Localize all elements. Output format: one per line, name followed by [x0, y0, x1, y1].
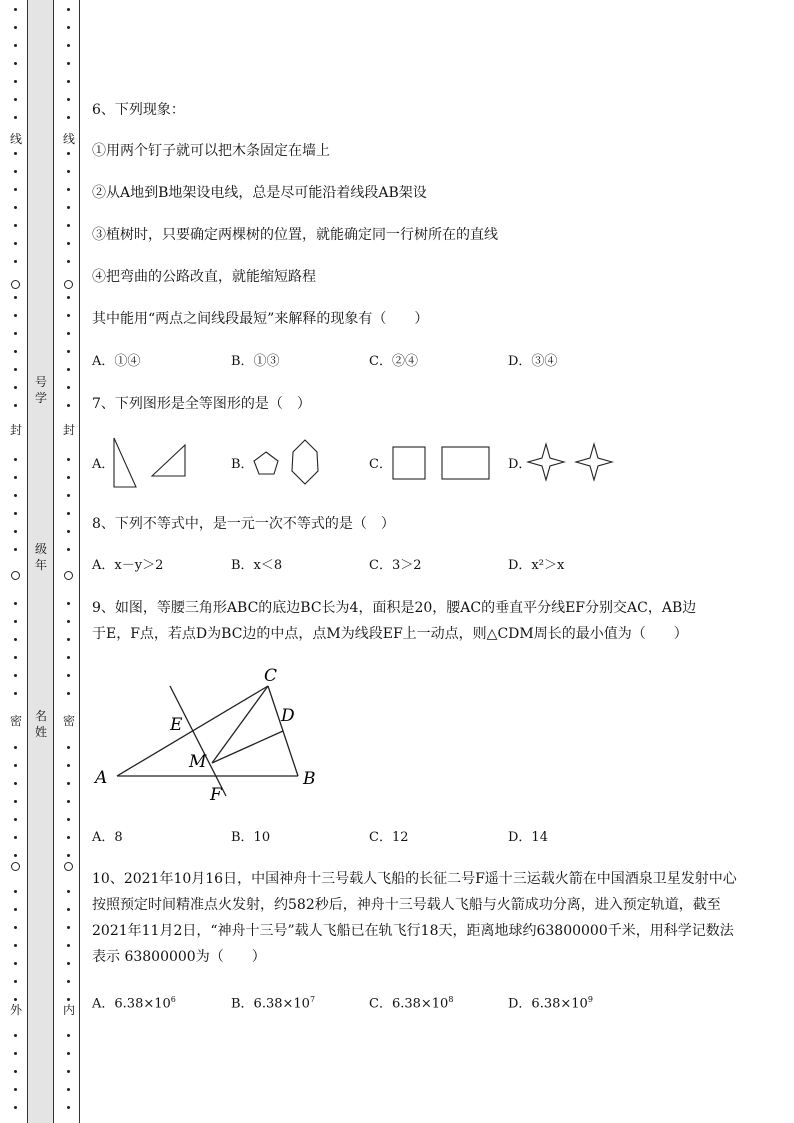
q8-option-d[interactable]: D．x²＞x [508, 558, 565, 573]
inner-dotted-line [63, 0, 75, 1123]
dot [14, 836, 17, 839]
dot [67, 458, 70, 461]
dot [67, 548, 70, 551]
dot [67, 1034, 70, 1037]
binding-mark: 封 [62, 423, 75, 437]
dot [67, 44, 70, 47]
q8-title: 8、下列不等式中，是一元一次不等式的是（ ） [92, 516, 395, 532]
dot [14, 1088, 17, 1091]
dot [14, 980, 17, 983]
dot [14, 98, 17, 101]
dot [14, 908, 17, 911]
dot [14, 404, 17, 407]
dot [14, 206, 17, 209]
dot [14, 350, 17, 353]
q6-item-4: ④把弯曲的公路改直，就能缩短路程 [92, 269, 316, 285]
dot [67, 782, 70, 785]
circle-mark [11, 280, 20, 289]
circle-mark [64, 280, 73, 289]
dot [14, 8, 17, 11]
label-m: M [189, 752, 207, 772]
q7-option-b-label[interactable]: B． [231, 457, 254, 472]
circle-mark [64, 862, 73, 871]
dot [14, 638, 17, 641]
q9-option-a[interactable]: A．8 [92, 830, 123, 845]
dot [67, 674, 70, 677]
q6-option-b[interactable]: B．①③ [231, 354, 280, 369]
q10-option-c[interactable] [369, 991, 453, 1013]
q6-option-c[interactable]: C．②④ [369, 354, 418, 369]
q9-option-c[interactable]: C．12 [369, 830, 409, 845]
dot [14, 368, 17, 371]
dot [67, 26, 70, 29]
dot [67, 530, 70, 533]
dot [14, 926, 17, 929]
dot [67, 926, 70, 929]
dot [14, 764, 17, 767]
dot [14, 476, 17, 479]
binding-mark: 封 [9, 423, 22, 437]
circle-mark [64, 571, 73, 580]
binding-mark: 密 [62, 714, 75, 728]
dot [14, 386, 17, 389]
dot [67, 206, 70, 209]
dot [14, 548, 17, 551]
q10-option-a-exponent: 6 [170, 995, 176, 1004]
dot [14, 458, 17, 461]
dot [14, 170, 17, 173]
dot [14, 854, 17, 857]
q10-option-c-exponent: 8 [448, 995, 454, 1004]
circle-mark [11, 862, 20, 871]
dot [67, 746, 70, 749]
label-b: B [303, 769, 316, 789]
q9-option-b[interactable]: B．10 [231, 830, 271, 845]
dot [14, 818, 17, 821]
field-student-id: 号学 [34, 375, 47, 405]
dot [67, 332, 70, 335]
q7-option-c-label[interactable]: C． [369, 457, 392, 472]
dot [67, 80, 70, 83]
label-d: D [281, 706, 295, 726]
q10-option-b[interactable] [231, 991, 315, 1013]
label-f: F [210, 785, 222, 805]
dot [14, 944, 17, 947]
dot [14, 224, 17, 227]
dot [67, 62, 70, 65]
dot [14, 620, 17, 623]
q7-option-d-stars [526, 440, 616, 486]
binding-mark: 内 [62, 1003, 75, 1017]
binding-mark: 密 [9, 714, 22, 728]
q9-triangle-figure [90, 662, 330, 810]
dot [14, 152, 17, 155]
q7-option-a-triangles [110, 436, 190, 492]
q7-option-b-pentagons [250, 436, 330, 488]
dot [67, 602, 70, 605]
dot [67, 656, 70, 659]
dot [14, 260, 17, 263]
dot [14, 800, 17, 803]
dot [67, 512, 70, 515]
field-name: 名姓 [34, 709, 47, 739]
circle-mark [11, 571, 20, 580]
q10-text: 10、2021年10月16日，中国神舟十三号载人飞船的长征二号F遥十三运载火箭在中国酒泉卫星发射中心按照预定时间精准点火发射，约582秒后，神舟十三号载人飞船与火箭成功分离，进入预定轨道，截至 2021年11月2日，“神舟十三号”载人飞船已在轨飞行18天，距离地球约63800000千米，用科学记数法表示 63800000为（ ） [92, 871, 737, 965]
binding-mark: 外 [9, 1003, 22, 1017]
label-e: E [170, 715, 183, 735]
dot [67, 116, 70, 119]
q10-option-a[interactable] [92, 991, 176, 1013]
q10-option-d-base: D．6.38×10 [508, 996, 588, 1012]
dot [14, 746, 17, 749]
dot [14, 116, 17, 119]
dot [67, 260, 70, 263]
dot [67, 170, 70, 173]
q7-option-d-label[interactable]: D． [508, 457, 532, 472]
dot [14, 44, 17, 47]
dot [14, 296, 17, 299]
dot [14, 62, 17, 65]
student-info-band [27, 0, 54, 1123]
dot [67, 620, 70, 623]
q8-option-b[interactable]: B．x＜8 [231, 558, 283, 573]
dot [67, 764, 70, 767]
dot [14, 332, 17, 335]
dot [67, 1106, 70, 1109]
dot [14, 242, 17, 245]
q10-option-d-exponent: 9 [587, 995, 593, 1004]
dot [14, 962, 17, 965]
dot [67, 296, 70, 299]
q9-line-1: 9、如图，等腰三角形ABC的底边BC长为4，面积是20，腰AC的垂直平分线EF分别交AC，AB边 [92, 600, 697, 616]
dot [67, 242, 70, 245]
q6-question: 其中能用“两点之间线段最短”来解释的现象有（ ） [92, 311, 429, 327]
q7-option-a-label[interactable]: A． [92, 457, 115, 472]
dot [14, 674, 17, 677]
dot [67, 1052, 70, 1055]
dot [14, 1106, 17, 1109]
binding-mark: 线 [62, 132, 75, 146]
dot [14, 26, 17, 29]
dot [67, 1070, 70, 1073]
dot [14, 188, 17, 191]
q6-item-1: ①用两个钉子就可以把木条固定在墙上 [92, 143, 330, 159]
dot [14, 530, 17, 533]
q10-option-b-base: B．6.38×10 [231, 996, 310, 1012]
dot [14, 80, 17, 83]
dot [67, 962, 70, 965]
label-a: A [95, 768, 108, 788]
binding-margin [0, 0, 84, 1123]
dot [14, 692, 17, 695]
dot [67, 224, 70, 227]
q9-option-d[interactable]: D．14 [508, 830, 548, 845]
dot [67, 908, 70, 911]
dot [67, 350, 70, 353]
dot [67, 494, 70, 497]
q7-option-c-rectangles [390, 444, 494, 482]
dot [67, 890, 70, 893]
dot [14, 1070, 17, 1073]
q8-option-c[interactable]: C．3＞2 [369, 558, 422, 573]
dot [67, 836, 70, 839]
dot [67, 980, 70, 983]
dot [14, 314, 17, 317]
q6-option-a[interactable]: A．①④ [92, 354, 141, 369]
q6-title: 6、下列现象： [92, 102, 185, 118]
dot [67, 800, 70, 803]
dot [67, 944, 70, 947]
q10-option-c-base: C．6.38×10 [369, 996, 449, 1012]
dot [14, 1052, 17, 1055]
outer-dotted-line [10, 0, 22, 1123]
dot [67, 314, 70, 317]
dot [67, 476, 70, 479]
binding-edge-line [79, 0, 80, 1123]
dot [67, 188, 70, 191]
q7-title: 7、下列图形是全等图形的是（ ） [92, 396, 311, 412]
dot [14, 602, 17, 605]
dot [14, 494, 17, 497]
q10-option-a-base: A．6.38×10 [92, 996, 171, 1012]
q10-option-b-exponent: 7 [309, 995, 316, 1004]
dot [14, 782, 17, 785]
dot [67, 692, 70, 695]
dot [14, 890, 17, 893]
q10-option-d[interactable] [508, 991, 593, 1013]
dot [67, 386, 70, 389]
q8-option-a[interactable]: A．x－y＞2 [92, 558, 164, 573]
dot [14, 998, 17, 1001]
dot [67, 998, 70, 1001]
binding-mark: 线 [9, 132, 22, 146]
dot [14, 1034, 17, 1037]
q6-item-2: ②从A地到B地架设电线，总是尽可能沿着线段AB架设 [92, 185, 427, 201]
dot [14, 656, 17, 659]
dot [67, 818, 70, 821]
dot [67, 8, 70, 11]
dot [67, 98, 70, 101]
dot [67, 152, 70, 155]
dot [67, 1088, 70, 1091]
q6-item-3: ③植树时，只要确定两棵树的位置，就能确定同一行树所在的直线 [92, 227, 498, 243]
label-c: C [264, 666, 278, 686]
dot [14, 512, 17, 515]
q6-option-d[interactable]: D．③④ [508, 354, 558, 369]
dot [67, 368, 70, 371]
q9-line-2: 于E，F点，若点D为BC边的中点，点M为线段EF上一动点，则△CDM周长的最小值为（ ） [92, 626, 688, 642]
dot [67, 638, 70, 641]
field-grade: 级年 [34, 542, 47, 572]
dot [67, 854, 70, 857]
dot [67, 404, 70, 407]
